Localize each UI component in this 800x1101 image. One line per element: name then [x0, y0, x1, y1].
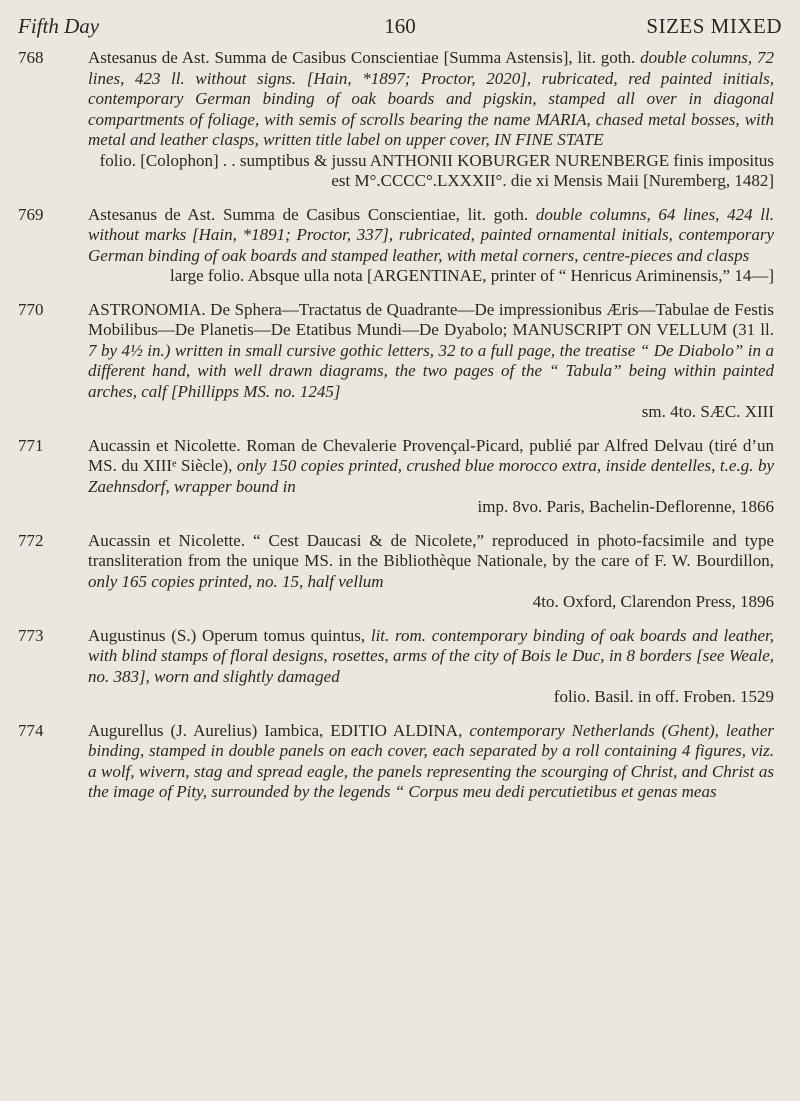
catalogue-entry: [18, 300, 774, 423]
entry-title: Augustinus (S.) Operum tomus quintus,: [88, 625, 371, 645]
entry-description: [88, 205, 774, 267]
entry-imprint: folio. Basil. in off. Froben. 1529: [553, 687, 774, 706]
entry-description: [88, 300, 774, 403]
entry-details: only 165 copies printed, no. 15, half vellum: [88, 571, 384, 591]
entry-title: Augurellus (J. Aurelius) Iambica, EDITIO ALDINA,: [88, 720, 470, 740]
entry-description: [88, 626, 774, 688]
running-header-section: SIZES MIXED: [646, 14, 782, 38]
entry-details: contemporary Netherlands (Ghent), leather binding, stamped in double panels on each cover, each separated by a roll containing 4 figures, viz. a wolf, wivern, stag and spread eagle, the panels representing the scourging of Christ, and Christ as the image of Pity, surrounded by the legends “ Corpus meu dedi percutietibus et genas meas: [88, 720, 774, 801]
entry-details: lit. rom. contemporary binding of oak boards and leather, with blind stamps of floral designs, rosettes, arms of the city of Bois le Duc, in 8 borders [see Weale, no. 383], worn and slightly damaged: [88, 625, 775, 686]
lot-number: 769: [18, 204, 44, 224]
lot-number: 774: [18, 720, 44, 740]
entry-description: [88, 48, 774, 151]
lot-number: 770: [18, 299, 44, 319]
entry-title: Aucassin et Nicolette. “ Cest Daucasi & de Nicolete,” reproduced in photo-facsimile and type transliteration from the unique MS. in the Bibliothèque Nationale, by the care of F. W. Bourdillon,: [88, 530, 774, 570]
entry-imprint: 4to. Oxford, Clarendon Press, 1896: [532, 592, 774, 611]
entry-imprint: sm. 4to. SÆC. XIII: [641, 402, 774, 421]
entry-title: Astesanus de Ast. Summa de Casibus Conscientiae [Summa Astensis], lit. goth.: [88, 48, 641, 67]
entry-imprint: large folio. Absque ulla nota [ARGENTINAE, printer of “ Henricus Ariminensis,” 14—]: [170, 266, 774, 285]
entry-title: ASTRONOMIA. De Sphera—Tractatus de Quadrante—De impressionibus Æris—Tabulae de Festis Mobilibus—De Planetis—De Etatibus Mundi—De Dyabolo; MANUSCRIPT ON VELLUM (31 ll.: [88, 299, 774, 339]
entry-title: Aucassin et Nicolette. Roman de Chevalerie Provençal-Picard, publié par Alfred Delvau (tiré d’un MS. du XIIIᵉ Siècle),: [88, 435, 774, 475]
lot-number: 771: [18, 435, 44, 455]
catalogue-entry: [18, 436, 774, 518]
entry-description: [88, 531, 774, 593]
entry-details: 7 by 4½ in.) written in small cursive gothic letters, 32 to a full page, the treatise “ De Diabolo” in a different hand, with well drawn diagrams, the two pages of the “ Tabula” being within painted arches, calf [Phillipps MS. no. 1245]: [88, 340, 774, 401]
lot-number: 772: [18, 530, 44, 550]
catalogue-entry: [18, 626, 774, 708]
entry-title: Astesanus de Ast. Summa de Casibus Conscientiae, lit. goth.: [88, 204, 536, 224]
catalogue-entry: [18, 531, 774, 613]
page-number: 160: [384, 14, 416, 38]
entry-description: [88, 436, 774, 498]
entry-imprint: folio. [Colophon] . . sumptibus & jussu ANTHONII KOBURGER NURENBERGE finis impositus est M°.CCCC°.LXXXII°. die xi Mensis Maii [Nuremberg, 1482]: [99, 150, 774, 190]
entry-details: double columns, 72 lines, 423 ll. without signs. [Hain, *1897; Proctor, 2020], rubricated, red painted initials, contemporary German binding of oak boards and pigskin, stamped all over in diagonal compartments of foliage, with semis of scrolls bearing the name MARIA, chased metal bosses, with metal and leather clasps, written title label on upper cover, IN FINE STATE: [88, 48, 774, 149]
running-header: [18, 14, 782, 44]
entry-details: double columns, 64 lines, 424 ll. without marks [Hain, *1891; Proctor, 337], rubricated, painted ornamental initials, contemporary German binding of oak boards and stamped leather, with metal corners, centre-pieces and clasps: [88, 204, 774, 265]
entry-details: only 150 copies printed, crushed blue morocco extra, inside dentelles, t.e.g. by Zaehnsdorf, wrapper bound in: [88, 456, 775, 496]
lot-number: 773: [18, 625, 44, 645]
catalogue-entry: [18, 721, 774, 803]
catalogue-entries: [18, 48, 774, 816]
catalogue-entry: [18, 48, 774, 192]
running-header-day: Fifth Day: [18, 14, 100, 38]
catalogue-entry: [18, 205, 774, 287]
entry-description: [88, 721, 774, 803]
entry-imprint: imp. 8vo. Paris, Bachelin-Deflorenne, 1866: [477, 497, 774, 516]
lot-number: 768: [18, 48, 44, 67]
